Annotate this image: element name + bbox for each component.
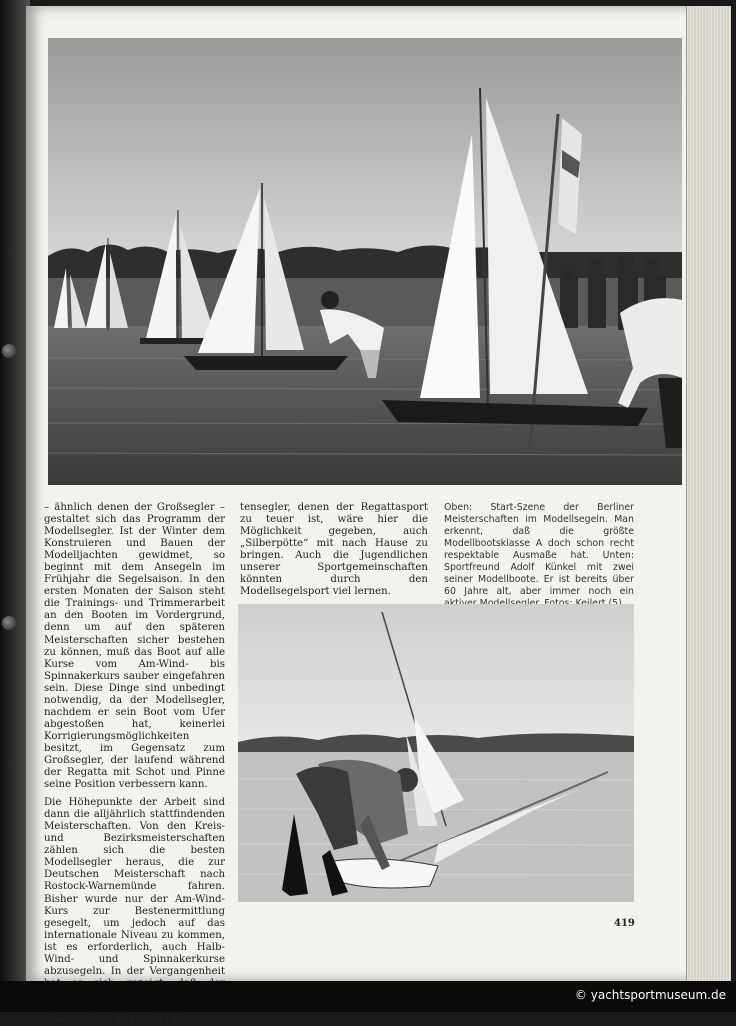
article-paragraph: tensegler, denen der Regattasport zu teuer ist, wäre hier die Möglichkeit gegeben, auch „Silberpötte“ mit nach Hause zu bringen. Auch die Jugendlichen unserer Sportgemeinschaften könnten durch den Modellsegelsport viel lernen. xyxy=(240,502,428,598)
watermark-text: © yachtsportmuseum.de xyxy=(574,988,726,1002)
article-column-2 xyxy=(240,502,428,598)
regatta-start-photo xyxy=(48,38,682,485)
binding-ring xyxy=(2,616,16,630)
photo-caption xyxy=(444,502,634,610)
caption-text: Oben: Start-Szene der Berliner Meisterschaften im Modellsegeln. Man erkennt, daß die größte Modellbootsklasse A doch schon recht respektable Ausmaße hat. Unten: Sportfreund Adolf Künkel mit zwei seiner Modellboote. Er ist bereits über 60 Jahre alt, aber immer noch ein xyxy=(444,502,634,598)
model-sailor-photo xyxy=(238,604,634,902)
binding-ring xyxy=(2,344,16,358)
article-paragraph: – ähnlich denen der Großsegler – gestaltet sich das Programm der Modellsegler. Ist der Winter dem Konstruieren und Bauen der Modelljachten gewidmet, so beginnt mit dem Ansegeln im Frühjahr die Segelsaison. In den ersten Monaten der Saison steht die Trainings- und Trimmerarbeit an den Booten im Vordergrund, denn um auf den späteren Meisterschaften sicher bestehen zu können, muß das Boot auf alle Kurse vom Am-Wind- bis Spinnakerkurs sauber eingefahren sein. Diese Dinge sind unbedingt notwendig, da der Modellsegler, nachdem er sein Boot vom Ufer abgestoßen hat, keinerlei Korrigierungsmöglichkeiten besitzt, im Gegensatz zum Großsegler, der laufend während der Regatta mit Schot und Pinne seine Position verbessern kann. xyxy=(44,502,225,791)
article-paragraph: Die Höhepunkte der Arbeit sind dann die alljährlich stattfindenden Meisterschaften. Von den Kreis- und Bezirksmeisterschaften zählen sich die besten Modellsegler heraus, die zur Deutschen Meisterschaft nach Rostock-Warnemünde fahren. Bisher wurde nur der Am-Wind-Kurs zur Bestenermittlung gesegelt, um jedoch auf das internationale Niveau zu kommen, ist es erforderlich, auch Halb-Wind- und Spinnakerkurse abzusegeln. In der Vergangenheit Chancen hat. Für viele Fahr- xyxy=(44,797,225,1025)
page-number: 419 xyxy=(614,918,635,929)
article-column-1 xyxy=(44,502,225,1026)
page-edges xyxy=(686,6,731,981)
